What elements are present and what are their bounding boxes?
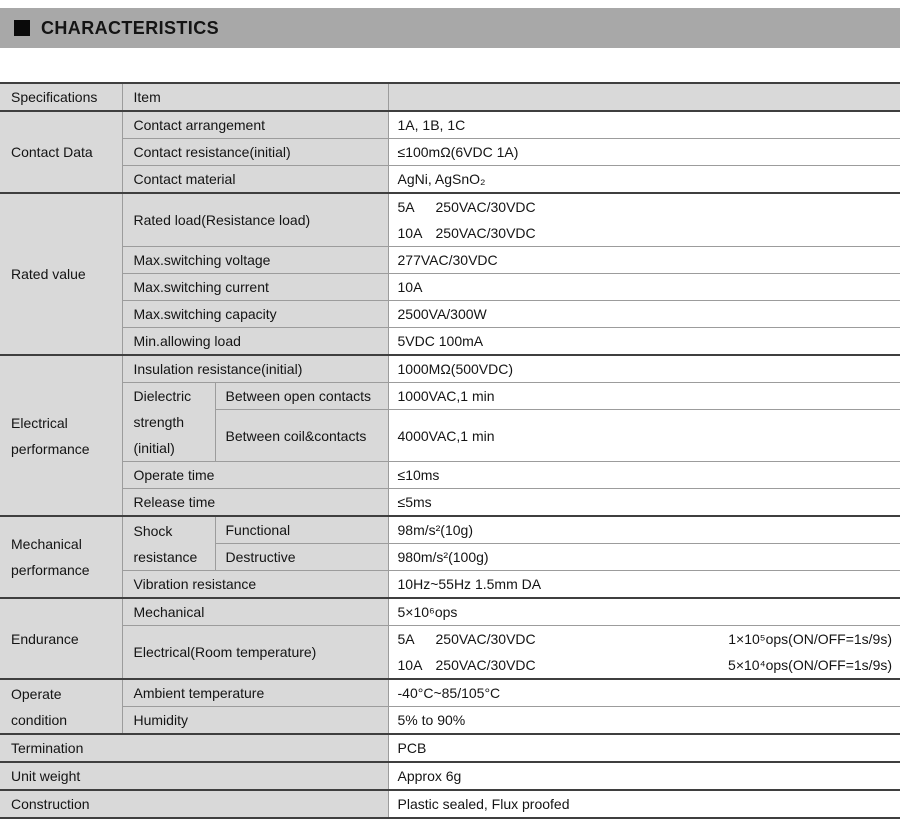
value-current: 5A: [397, 631, 415, 647]
table-row: [0, 247, 900, 274]
item-cell: Mechanical: [122, 598, 388, 626]
value-cell: 5% to 90%: [388, 707, 900, 735]
item-cell: Operate time: [122, 462, 388, 489]
item-cell: Rated load(Resistance load): [122, 193, 388, 247]
item-cell: Release time: [122, 489, 388, 517]
value-cell: 10Hz~55Hz 1.5mm DA: [388, 571, 900, 599]
value-cell: ≤5ms: [388, 489, 900, 517]
value-cell: 1000MΩ(500VDC): [388, 355, 900, 383]
table-row: [0, 193, 900, 247]
value-voltage: 250VAC/30VDC: [435, 631, 536, 647]
sub-item-cell: Between coil&contacts: [215, 410, 388, 462]
table-row: [0, 571, 900, 599]
item-cell: Contact resistance(initial): [122, 139, 388, 166]
section-title-bar: [0, 8, 900, 48]
value-cell: [388, 193, 900, 247]
item-cell: Max.switching voltage: [122, 247, 388, 274]
table-row: [0, 489, 900, 517]
value-current: 10A: [397, 657, 423, 673]
group-label-electrical-performance: Electrical performance: [0, 355, 122, 516]
table-row: [0, 598, 900, 626]
sub-item-cell: Between open contacts: [215, 383, 388, 410]
table-row: [0, 301, 900, 328]
table-row: [0, 166, 900, 194]
value-current: 10A: [397, 225, 423, 241]
value-cell: 5VDC 100mA: [388, 328, 900, 356]
value-cell: ≤10ms: [388, 462, 900, 489]
section-marker-icon: [14, 20, 30, 36]
group-label-contact-data: Contact Data: [0, 111, 122, 193]
value-cell: 1A, 1B, 1C: [388, 111, 900, 139]
group-label-mechanical-performance: Mechanical performance: [0, 516, 122, 598]
item-cell: Dielectric strength (initial): [122, 383, 215, 462]
header-specifications: Specifications: [0, 83, 122, 111]
value-cell: 10A: [388, 274, 900, 301]
table-row: [0, 328, 900, 356]
value-cell: 98m/s²(10g): [388, 516, 900, 544]
group-label-endurance: Endurance: [0, 598, 122, 679]
value-voltage: 250VAC/30VDC: [435, 199, 536, 215]
table-row: [0, 274, 900, 301]
header-item: Item: [122, 83, 388, 111]
group-label-operate-condition: Operate condition: [0, 679, 122, 734]
item-cell: Insulation resistance(initial): [122, 355, 388, 383]
value-cell: 277VAC/30VDC: [388, 247, 900, 274]
item-cell: Electrical(Room temperature): [122, 626, 388, 680]
value-voltage: 250VAC/30VDC: [435, 657, 536, 673]
table-row: [0, 626, 900, 680]
value-line: [398, 626, 897, 652]
value-cell: AgNi, AgSnO₂: [388, 166, 900, 194]
value-cell: 1000VAC,1 min: [388, 383, 900, 410]
value-cell: Plastic sealed, Flux proofed: [388, 790, 900, 818]
value-cell: PCB: [388, 734, 900, 762]
item-cell-termination: Termination: [0, 734, 388, 762]
item-cell: Shock resistance: [122, 516, 215, 571]
table-row: [0, 790, 900, 818]
header-value: [388, 83, 900, 111]
value-operations: 5×10⁴ops(ON/OFF=1s/9s): [728, 657, 893, 673]
page-title: CHARACTERISTICS: [41, 17, 220, 38]
item-cell: Max.switching current: [122, 274, 388, 301]
value-cell: ≤100mΩ(6VDC 1A): [388, 139, 900, 166]
value-operations: 1×10⁵ops(ON/OFF=1s/9s): [728, 631, 893, 647]
item-cell: Ambient temperature: [122, 679, 388, 707]
characteristics-table: [0, 82, 900, 819]
value-current: 5A: [397, 199, 415, 215]
item-cell: Contact material: [122, 166, 388, 194]
sub-item-cell: Destructive: [215, 544, 388, 571]
value-line: [398, 220, 897, 246]
value-cell: Approx 6g: [388, 762, 900, 790]
table-header-row: [0, 83, 900, 111]
item-cell: Humidity: [122, 707, 388, 735]
value-cell: 4000VAC,1 min: [388, 410, 900, 462]
value-cell: 980m/s²(100g): [388, 544, 900, 571]
sub-item-cell: Functional: [215, 516, 388, 544]
table-row: [0, 734, 900, 762]
item-cell: Min.allowing load: [122, 328, 388, 356]
item-cell: Vibration resistance: [122, 571, 388, 599]
value-cell: 5×10⁶ops: [388, 598, 900, 626]
item-cell-construction: Construction: [0, 790, 388, 818]
value-voltage: 250VAC/30VDC: [435, 225, 536, 241]
table-row: [0, 111, 900, 139]
group-label-rated-value: Rated value: [0, 193, 122, 355]
value-cell: [388, 626, 900, 680]
table-row: [0, 355, 900, 383]
item-cell: Contact arrangement: [122, 111, 388, 139]
value-line: [398, 194, 897, 220]
value-line: [398, 652, 897, 678]
value-cell: -40°C~85/105°C: [388, 679, 900, 707]
table-row: [0, 679, 900, 707]
table-row: [0, 383, 900, 410]
table-row: [0, 707, 900, 735]
table-row: [0, 516, 900, 544]
item-cell: Max.switching capacity: [122, 301, 388, 328]
table-row: [0, 462, 900, 489]
item-cell-unit-weight: Unit weight: [0, 762, 388, 790]
table-row: [0, 139, 900, 166]
value-cell: 2500VA/300W: [388, 301, 900, 328]
